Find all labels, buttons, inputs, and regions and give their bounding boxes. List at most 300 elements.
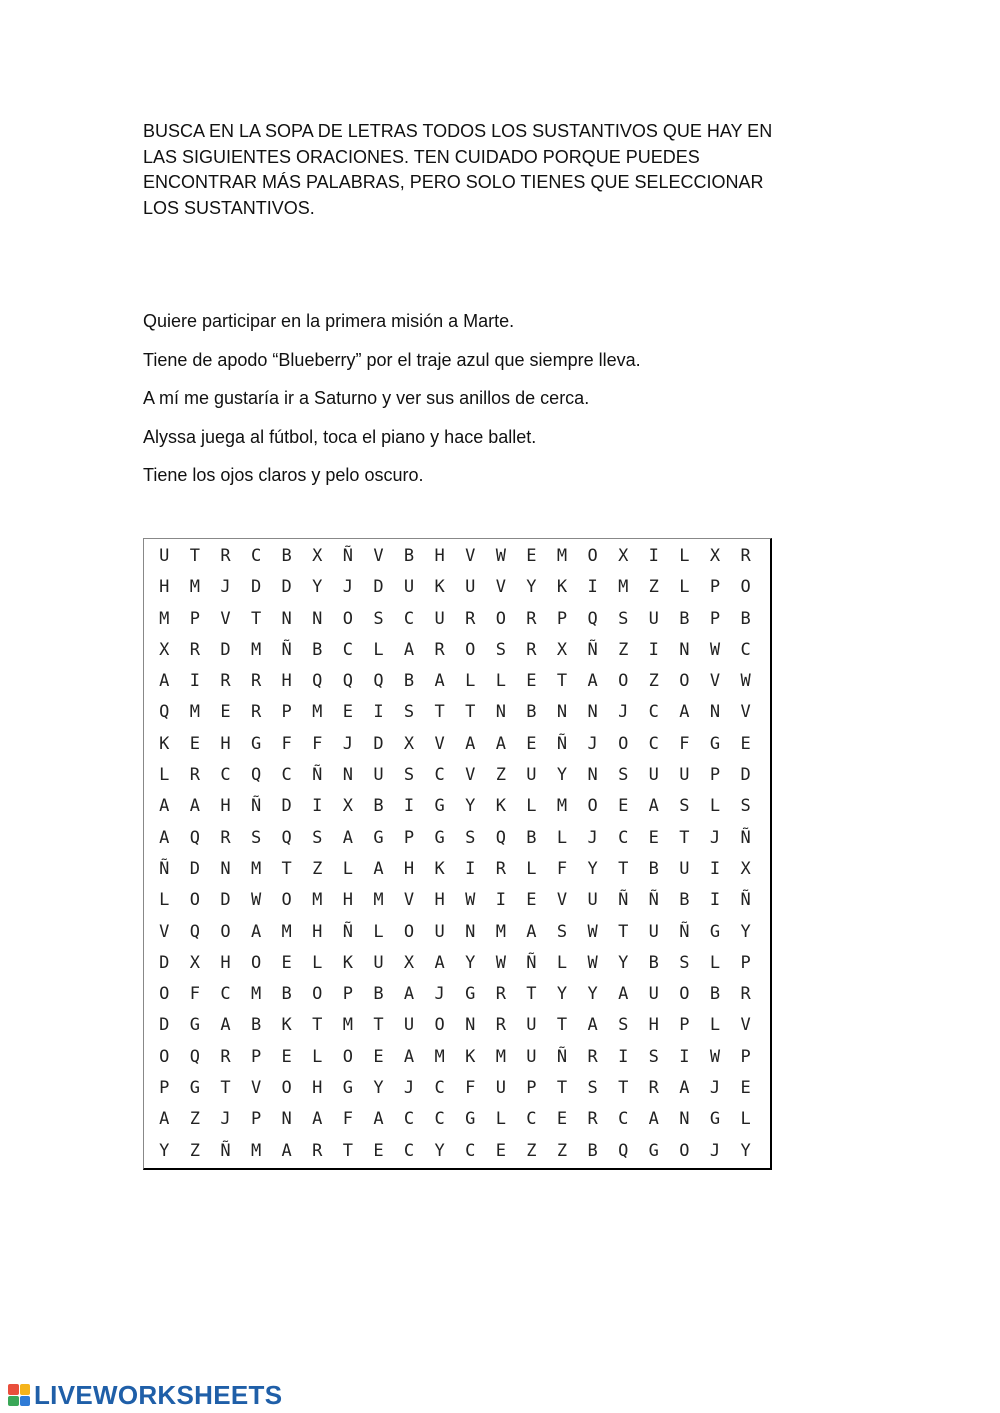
grid-cell[interactable]: I	[403, 796, 415, 817]
grid-cell[interactable]: P	[342, 984, 353, 1005]
grid-cell[interactable]: N	[465, 1015, 476, 1036]
grid-cell[interactable]: W	[465, 890, 476, 911]
grid-cell[interactable]: X	[740, 858, 751, 879]
grid-cell[interactable]: B	[648, 952, 659, 973]
grid-cell[interactable]: Ñ	[250, 796, 262, 817]
grid-cell[interactable]: H	[281, 671, 292, 692]
grid-cell[interactable]: A	[342, 827, 353, 848]
grid-cell[interactable]: Ñ	[281, 639, 292, 660]
grid-cell[interactable]: P	[189, 608, 201, 629]
grid-cell[interactable]: M	[556, 546, 568, 566]
grid-cell[interactable]: D	[159, 1015, 170, 1036]
grid-cell[interactable]: B	[403, 546, 415, 566]
grid-cell[interactable]: G	[709, 733, 721, 754]
grid-cell[interactable]: X	[618, 546, 629, 566]
grid-cell[interactable]: U	[465, 577, 476, 598]
grid-cell[interactable]: M	[250, 858, 262, 879]
grid-cell[interactable]: P	[403, 827, 415, 848]
grid-cell[interactable]: U	[648, 608, 659, 629]
grid-cell[interactable]: G	[373, 827, 384, 848]
grid-cell[interactable]: D	[281, 796, 292, 817]
grid-cell[interactable]: Q	[373, 671, 384, 692]
grid-cell[interactable]: G	[465, 1109, 476, 1130]
grid-cell[interactable]: N	[312, 608, 323, 629]
grid-cell[interactable]: X	[342, 796, 353, 817]
grid-cell[interactable]: M	[495, 1046, 506, 1067]
grid-cell[interactable]: Q	[587, 608, 598, 629]
grid-cell[interactable]: I	[373, 702, 384, 723]
grid-cell[interactable]: L	[679, 577, 690, 598]
grid-cell[interactable]: X	[403, 952, 415, 973]
grid-cell[interactable]: W	[587, 952, 598, 973]
grid-cell[interactable]: Ñ	[740, 890, 751, 911]
grid-cell[interactable]: A	[312, 1109, 323, 1130]
grid-cell[interactable]: S	[679, 952, 690, 973]
grid-cell[interactable]: A	[648, 796, 659, 817]
grid-cell[interactable]: E	[373, 1046, 384, 1067]
grid-cell[interactable]: X	[403, 733, 415, 754]
grid-cell[interactable]: R	[587, 1109, 598, 1130]
grid-cell[interactable]: U	[587, 890, 598, 911]
grid-cell[interactable]: N	[709, 702, 721, 723]
grid-cell[interactable]: P	[250, 1109, 262, 1130]
grid-cell[interactable]: A	[159, 796, 170, 817]
grid-cell[interactable]: L	[159, 890, 170, 911]
grid-cell[interactable]: O	[679, 984, 690, 1005]
grid-cell[interactable]: H	[434, 890, 445, 911]
grid-cell[interactable]: B	[373, 984, 384, 1005]
grid-cell[interactable]: C	[434, 765, 445, 786]
grid-cell[interactable]: T	[556, 1015, 568, 1036]
grid-cell[interactable]: Y	[373, 1078, 384, 1099]
grid-cell[interactable]: N	[342, 765, 353, 786]
grid-cell[interactable]: R	[312, 1140, 323, 1161]
grid-cell[interactable]: Ñ	[618, 890, 629, 911]
grid-cell[interactable]: B	[740, 608, 751, 629]
grid-cell[interactable]: S	[403, 702, 415, 723]
grid-cell[interactable]: O	[342, 608, 353, 629]
grid-cell[interactable]: Y	[556, 984, 568, 1005]
grid-cell[interactable]: I	[709, 858, 721, 879]
grid-cell[interactable]: R	[648, 1078, 659, 1099]
grid-cell[interactable]: F	[679, 733, 690, 754]
grid-cell[interactable]: F	[465, 1078, 476, 1099]
grid-cell[interactable]: B	[250, 1015, 262, 1036]
grid-cell[interactable]: D	[250, 577, 262, 598]
grid-cell[interactable]: A	[587, 1015, 598, 1036]
grid-cell[interactable]: O	[618, 733, 629, 754]
grid-cell[interactable]: I	[648, 639, 659, 660]
grid-cell[interactable]: U	[434, 608, 445, 629]
grid-cell[interactable]: B	[709, 984, 721, 1005]
grid-cell[interactable]: A	[403, 984, 415, 1005]
grid-cell[interactable]: P	[709, 765, 721, 786]
grid-cell[interactable]: M	[312, 890, 323, 911]
grid-cell[interactable]: V	[709, 671, 721, 692]
grid-cell[interactable]: E	[526, 733, 537, 754]
grid-cell[interactable]: J	[709, 827, 721, 848]
grid-cell[interactable]: L	[312, 952, 323, 973]
grid-cell[interactable]: H	[312, 1078, 323, 1099]
grid-cell[interactable]: H	[312, 921, 323, 942]
grid-cell[interactable]: H	[648, 1015, 659, 1036]
grid-cell[interactable]: U	[495, 1078, 506, 1099]
grid-cell[interactable]: M	[250, 1140, 262, 1161]
grid-cell[interactable]: U	[679, 858, 690, 879]
grid-cell[interactable]: R	[495, 984, 506, 1005]
grid-cell[interactable]: Y	[526, 577, 537, 598]
grid-cell[interactable]: I	[587, 577, 598, 598]
grid-cell[interactable]: H	[220, 796, 231, 817]
grid-cell[interactable]: G	[189, 1078, 201, 1099]
grid-cell[interactable]: Ñ	[679, 921, 690, 942]
grid-cell[interactable]: R	[740, 984, 751, 1005]
grid-cell[interactable]: O	[281, 890, 292, 911]
grid-cell[interactable]: M	[159, 608, 170, 629]
grid-cell[interactable]: S	[465, 827, 476, 848]
grid-cell[interactable]: E	[220, 702, 231, 723]
grid-cell[interactable]: S	[373, 608, 384, 629]
grid-cell[interactable]: T	[556, 671, 568, 692]
grid-cell[interactable]: S	[618, 1015, 629, 1036]
grid-cell[interactable]: L	[373, 639, 384, 660]
grid-cell[interactable]: K	[159, 733, 170, 754]
grid-cell[interactable]: T	[342, 1140, 353, 1161]
grid-cell[interactable]: R	[587, 1046, 598, 1067]
grid-cell[interactable]: C	[220, 765, 231, 786]
grid-cell[interactable]: J	[587, 827, 598, 848]
grid-cell[interactable]: P	[556, 608, 568, 629]
grid-cell[interactable]: W	[709, 1046, 721, 1067]
grid-cell[interactable]: I	[618, 1046, 629, 1067]
grid-cell[interactable]: X	[556, 639, 568, 660]
grid-cell[interactable]: M	[189, 577, 201, 598]
grid-cell[interactable]: E	[281, 1046, 292, 1067]
grid-cell[interactable]: T	[618, 1078, 629, 1099]
grid-cell[interactable]: Z	[618, 639, 629, 660]
grid-cell[interactable]: A	[434, 671, 445, 692]
grid-cell[interactable]: J	[434, 984, 445, 1005]
grid-cell[interactable]: U	[679, 765, 690, 786]
grid-cell[interactable]: K	[495, 796, 506, 817]
grid-cell[interactable]: O	[587, 796, 598, 817]
grid-cell[interactable]: B	[679, 890, 690, 911]
grid-cell[interactable]: O	[679, 671, 690, 692]
grid-cell[interactable]: J	[220, 1109, 231, 1130]
grid-cell[interactable]: T	[250, 608, 262, 629]
grid-cell[interactable]: E	[740, 733, 751, 754]
grid-cell[interactable]: A	[679, 1078, 690, 1099]
grid-cell[interactable]: L	[740, 1109, 751, 1130]
grid-cell[interactable]: P	[159, 1078, 170, 1099]
grid-cell[interactable]: C	[648, 733, 659, 754]
grid-cell[interactable]: O	[465, 639, 476, 660]
grid-cell[interactable]: N	[587, 702, 598, 723]
grid-cell[interactable]: R	[465, 608, 476, 629]
grid-cell[interactable]: B	[281, 984, 292, 1005]
grid-cell[interactable]: Y	[740, 1140, 751, 1161]
grid-cell[interactable]: R	[495, 858, 506, 879]
grid-cell[interactable]: H	[159, 577, 170, 598]
grid-cell[interactable]: D	[220, 639, 231, 660]
grid-cell[interactable]: T	[618, 858, 629, 879]
grid-cell[interactable]: A	[281, 1140, 292, 1161]
grid-cell[interactable]: Ñ	[526, 952, 537, 973]
grid-cell[interactable]: M	[556, 796, 568, 817]
grid-cell[interactable]: G	[434, 796, 445, 817]
grid-cell[interactable]: N	[556, 702, 568, 723]
grid-cell[interactable]: L	[556, 827, 568, 848]
grid-cell[interactable]: Ñ	[159, 858, 170, 879]
grid-cell[interactable]: X	[159, 639, 170, 660]
grid-cell[interactable]: O	[159, 984, 170, 1005]
grid-cell[interactable]: W	[495, 952, 506, 973]
grid-cell[interactable]: L	[495, 1109, 506, 1130]
grid-cell[interactable]: O	[740, 577, 751, 598]
grid-cell[interactable]: Y	[465, 952, 476, 973]
grid-cell[interactable]: Q	[189, 1046, 201, 1067]
grid-cell[interactable]: W	[709, 639, 721, 660]
grid-cell[interactable]: Ñ	[740, 827, 751, 848]
grid-cell[interactable]: R	[434, 639, 445, 660]
grid-cell[interactable]: L	[526, 796, 537, 817]
grid-cell[interactable]: L	[556, 952, 568, 973]
grid-cell[interactable]: S	[679, 796, 690, 817]
grid-cell[interactable]: Y	[465, 796, 476, 817]
grid-cell[interactable]: F	[556, 858, 568, 879]
grid-cell[interactable]: D	[373, 577, 384, 598]
grid-cell[interactable]: H	[220, 952, 231, 973]
grid-cell[interactable]: C	[434, 1078, 445, 1099]
grid-cell[interactable]: E	[526, 890, 537, 911]
grid-cell[interactable]: K	[342, 952, 353, 973]
grid-cell[interactable]: Q	[250, 765, 262, 786]
grid-cell[interactable]: G	[342, 1078, 353, 1099]
grid-cell[interactable]: F	[281, 733, 292, 754]
grid-cell[interactable]: Q	[618, 1140, 629, 1161]
grid-cell[interactable]: C	[648, 702, 659, 723]
grid-cell[interactable]: I	[312, 796, 323, 817]
grid-cell[interactable]: R	[220, 671, 231, 692]
grid-cell[interactable]: J	[342, 577, 353, 598]
grid-cell[interactable]: V	[159, 921, 170, 942]
grid-cell[interactable]: C	[403, 1140, 415, 1161]
grid-cell[interactable]: C	[220, 984, 231, 1005]
grid-cell[interactable]: C	[403, 608, 415, 629]
grid-cell[interactable]: B	[281, 546, 292, 566]
grid-cell[interactable]: A	[220, 1015, 231, 1036]
grid-cell[interactable]: Ñ	[556, 1046, 568, 1067]
grid-cell[interactable]: Q	[159, 702, 170, 723]
grid-cell[interactable]: Ñ	[312, 765, 323, 786]
word-search-grid[interactable]	[149, 541, 761, 1167]
grid-cell[interactable]: A	[679, 702, 690, 723]
grid-cell[interactable]: R	[220, 827, 231, 848]
grid-cell[interactable]: S	[740, 796, 751, 817]
grid-cell[interactable]: O	[189, 890, 201, 911]
grid-cell[interactable]: U	[403, 1015, 415, 1036]
grid-cell[interactable]: G	[648, 1140, 659, 1161]
grid-cell[interactable]: Z	[189, 1140, 201, 1161]
grid-cell[interactable]: H	[342, 890, 353, 911]
grid-cell[interactable]: T	[189, 546, 201, 566]
grid-cell[interactable]: P	[281, 702, 292, 723]
grid-cell[interactable]: O	[281, 1078, 292, 1099]
grid-cell[interactable]: C	[526, 1109, 537, 1130]
grid-cell[interactable]: J	[709, 1078, 721, 1099]
grid-cell[interactable]: B	[312, 639, 323, 660]
grid-cell[interactable]: S	[648, 1046, 659, 1067]
grid-cell[interactable]: E	[281, 952, 292, 973]
grid-cell[interactable]: E	[556, 1109, 568, 1130]
grid-cell[interactable]: O	[434, 1015, 445, 1036]
grid-cell[interactable]: U	[434, 921, 445, 942]
grid-cell[interactable]: E	[526, 671, 537, 692]
grid-cell[interactable]: G	[189, 1015, 201, 1036]
grid-cell[interactable]: O	[679, 1140, 690, 1161]
grid-cell[interactable]: U	[526, 765, 537, 786]
grid-cell[interactable]: E	[740, 1078, 751, 1099]
grid-cell[interactable]: Y	[159, 1140, 170, 1161]
grid-cell[interactable]: S	[587, 1078, 598, 1099]
grid-cell[interactable]: P	[740, 1046, 751, 1067]
grid-cell[interactable]: O	[403, 921, 415, 942]
grid-cell[interactable]: T	[465, 702, 476, 723]
grid-cell[interactable]: C	[740, 639, 751, 660]
grid-cell[interactable]: E	[526, 546, 537, 566]
grid-cell[interactable]: F	[342, 1109, 353, 1130]
grid-cell[interactable]: Z	[312, 858, 323, 879]
grid-cell[interactable]: J	[220, 577, 231, 598]
grid-cell[interactable]: K	[434, 858, 445, 879]
grid-cell[interactable]: G	[465, 984, 476, 1005]
grid-cell[interactable]: V	[740, 702, 751, 723]
grid-cell[interactable]: Q	[189, 921, 201, 942]
grid-cell[interactable]: P	[526, 1078, 537, 1099]
grid-cell[interactable]: R	[220, 1046, 231, 1067]
grid-cell[interactable]: I	[495, 890, 506, 911]
grid-cell[interactable]: M	[250, 639, 262, 660]
grid-cell[interactable]: N	[281, 1109, 292, 1130]
grid-cell[interactable]: W	[740, 671, 751, 692]
grid-cell[interactable]: Ñ	[342, 921, 353, 942]
grid-cell[interactable]: V	[465, 546, 476, 566]
grid-cell[interactable]: S	[556, 921, 568, 942]
grid-cell[interactable]: Ñ	[587, 639, 598, 660]
grid-cell[interactable]: V	[403, 890, 415, 911]
grid-cell[interactable]: R	[495, 1015, 506, 1036]
grid-cell[interactable]: Z	[189, 1109, 201, 1130]
grid-cell[interactable]: P	[709, 577, 721, 598]
grid-cell[interactable]: L	[709, 796, 721, 817]
grid-cell[interactable]: E	[189, 733, 201, 754]
grid-cell[interactable]: T	[679, 827, 690, 848]
grid-cell[interactable]: B	[648, 858, 659, 879]
grid-cell[interactable]: R	[526, 608, 537, 629]
grid-cell[interactable]: C	[281, 765, 292, 786]
grid-cell[interactable]: A	[587, 671, 598, 692]
grid-cell[interactable]: I	[679, 1046, 690, 1067]
grid-cell[interactable]: R	[250, 671, 262, 692]
grid-cell[interactable]: G	[709, 1109, 721, 1130]
grid-cell[interactable]: D	[373, 733, 384, 754]
grid-cell[interactable]: U	[159, 546, 170, 566]
grid-cell[interactable]: P	[679, 1015, 690, 1036]
grid-cell[interactable]: B	[373, 796, 384, 817]
grid-cell[interactable]: G	[250, 733, 262, 754]
grid-cell[interactable]: Ñ	[220, 1140, 231, 1161]
grid-cell[interactable]: A	[465, 733, 476, 754]
grid-cell[interactable]: R	[250, 702, 262, 723]
grid-cell[interactable]: C	[342, 639, 353, 660]
grid-cell[interactable]: R	[220, 546, 231, 566]
grid-cell[interactable]: F	[189, 984, 201, 1005]
grid-cell[interactable]: E	[342, 702, 353, 723]
grid-cell[interactable]: X	[312, 546, 323, 566]
grid-cell[interactable]: J	[618, 702, 629, 723]
grid-cell[interactable]: U	[403, 577, 415, 598]
grid-cell[interactable]: O	[220, 921, 231, 942]
grid-cell[interactable]: Y	[618, 952, 629, 973]
grid-cell[interactable]: P	[250, 1046, 262, 1067]
grid-cell[interactable]: I	[189, 671, 201, 692]
grid-cell[interactable]: V	[556, 890, 568, 911]
grid-cell[interactable]: G	[709, 921, 721, 942]
grid-cell[interactable]: D	[740, 765, 751, 786]
grid-cell[interactable]: A	[526, 921, 537, 942]
grid-cell[interactable]: L	[465, 671, 476, 692]
grid-cell[interactable]: T	[373, 1015, 384, 1036]
grid-cell[interactable]: Q	[189, 827, 201, 848]
grid-cell[interactable]: U	[373, 765, 384, 786]
grid-cell[interactable]: M	[342, 1015, 353, 1036]
grid-cell[interactable]: M	[373, 890, 384, 911]
grid-cell[interactable]: D	[281, 577, 292, 598]
grid-cell[interactable]: R	[740, 546, 751, 566]
grid-cell[interactable]: P	[740, 952, 751, 973]
grid-cell[interactable]: Y	[587, 858, 598, 879]
grid-cell[interactable]: Y	[587, 984, 598, 1005]
grid-cell[interactable]: N	[465, 921, 476, 942]
grid-cell[interactable]: X	[709, 546, 721, 566]
grid-cell[interactable]: S	[618, 608, 629, 629]
grid-cell[interactable]: L	[679, 546, 690, 566]
grid-cell[interactable]: U	[648, 765, 659, 786]
grid-cell[interactable]: T	[281, 858, 292, 879]
grid-cell[interactable]: A	[403, 639, 415, 660]
grid-cell[interactable]: M	[434, 1046, 445, 1067]
grid-cell[interactable]: D	[189, 858, 201, 879]
grid-cell[interactable]: W	[495, 546, 506, 566]
grid-cell[interactable]: C	[465, 1140, 476, 1161]
grid-cell[interactable]: P	[709, 608, 721, 629]
grid-cell[interactable]: E	[373, 1140, 384, 1161]
grid-cell[interactable]: Z	[495, 765, 506, 786]
grid-cell[interactable]: A	[648, 1109, 659, 1130]
grid-cell[interactable]: J	[587, 733, 598, 754]
grid-cell[interactable]: M	[189, 702, 201, 723]
grid-cell[interactable]: L	[159, 765, 170, 786]
grid-cell[interactable]: U	[648, 921, 659, 942]
grid-cell[interactable]: O	[159, 1046, 170, 1067]
grid-cell[interactable]: J	[342, 733, 353, 754]
grid-cell[interactable]: B	[403, 671, 415, 692]
grid-cell[interactable]: N	[679, 639, 690, 660]
grid-cell[interactable]: C	[403, 1109, 415, 1130]
grid-cell[interactable]: U	[648, 984, 659, 1005]
grid-cell[interactable]: L	[312, 1046, 323, 1067]
grid-cell[interactable]: M	[250, 984, 262, 1005]
